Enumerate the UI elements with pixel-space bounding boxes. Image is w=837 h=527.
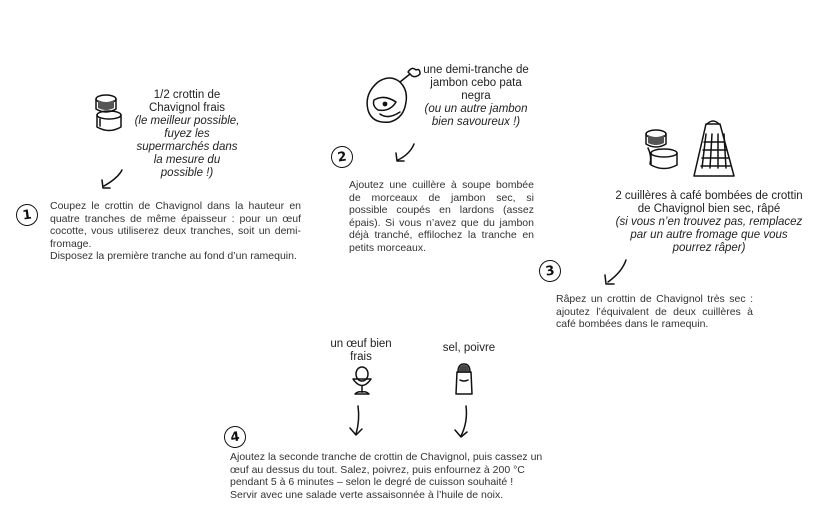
arrow-icon [98, 168, 128, 192]
egg-cup-icon [350, 366, 374, 400]
step-1-text: Disposez la première tranche au fond d’un ramequin. [50, 250, 297, 262]
step-4 [230, 451, 548, 501]
ingredient-crottin-note: (le meilleur possible, fuyez les supermarchés dans la mesure du possible !) [134, 115, 240, 179]
ingredient-jambon [420, 64, 532, 129]
cheese-icon [642, 126, 684, 176]
step-2 [349, 179, 534, 254]
step-4-text: Ajoutez la seconde tranche de crottin de Chavignol, puis cassez un œuf au dessus du tout. Salez, poivrez, puis enfournez à 200 °C pendant 5 à 6 minutes – selon le degré de cuisson souhaité ! [230, 451, 543, 488]
step-number-3: 3 [538, 259, 563, 284]
ingredient-jambon-label: une demi-tranche de jambon cebo pata negra [423, 64, 529, 102]
ingredient-crottin-sec [610, 190, 808, 255]
step-1-text: Coupez le crottin de Chavignol dans la hauteur en quatre tranches de même épaisseur : pour un œuf cocotte, vous utiliserez deux tranches, soit un demi-fromage. [50, 200, 301, 250]
arrow-icon [348, 404, 364, 438]
arrow-icon [600, 258, 630, 288]
step-number-4: 4 [223, 425, 248, 450]
step-number-1: 1 [15, 203, 40, 228]
ingredient-crottin-sec-note: (si vous n’en trouvez pas, remplacez par un autre fromage que vous pourrez râper) [615, 216, 803, 254]
step-3-text: Râpez un crottin de Chavignol très sec : ajoutez l’équivalent de deux cuillères à café bombées dans le ramequin. [556, 293, 753, 330]
ingredient-oeuf [324, 338, 398, 364]
ingredient-jambon-note: (ou un autre jambon bien savoureux !) [424, 103, 528, 128]
ingredient-crottin-frais [132, 89, 242, 180]
step-4-text: Servir avec une salade verte assaisonnée à l’huile de noix. [230, 488, 504, 501]
step-1 [50, 200, 301, 263]
ingredient-sel [434, 342, 504, 355]
ingredient-sel-label: sel, poivre [442, 342, 496, 354]
arrow-icon [392, 142, 418, 166]
arrow-icon [452, 404, 470, 440]
ingredient-crottin-label: 1/2 crottin de Chavignol frais [148, 89, 226, 114]
step-number-2: 2 [330, 145, 355, 170]
ingredient-crottin-sec-label: 2 cuillères à café bombées de crottin de Chavignol bien sec, râpé [615, 190, 803, 215]
ingredient-oeuf-label: un œuf bien frais [330, 338, 392, 363]
cheese-icon [92, 90, 126, 138]
grater-icon [690, 120, 738, 182]
ham-icon [360, 64, 426, 126]
salt-shaker-icon [452, 362, 476, 398]
step-3 [556, 293, 753, 331]
step-2-text: Ajoutez une cuillère à soupe bombée de morceaux de jambon sec, si possible coupés en lardons (assez épais). Si vous n’avez que du jambon déjà tranché, effilochez la tranche en petits morceaux. [349, 179, 534, 254]
